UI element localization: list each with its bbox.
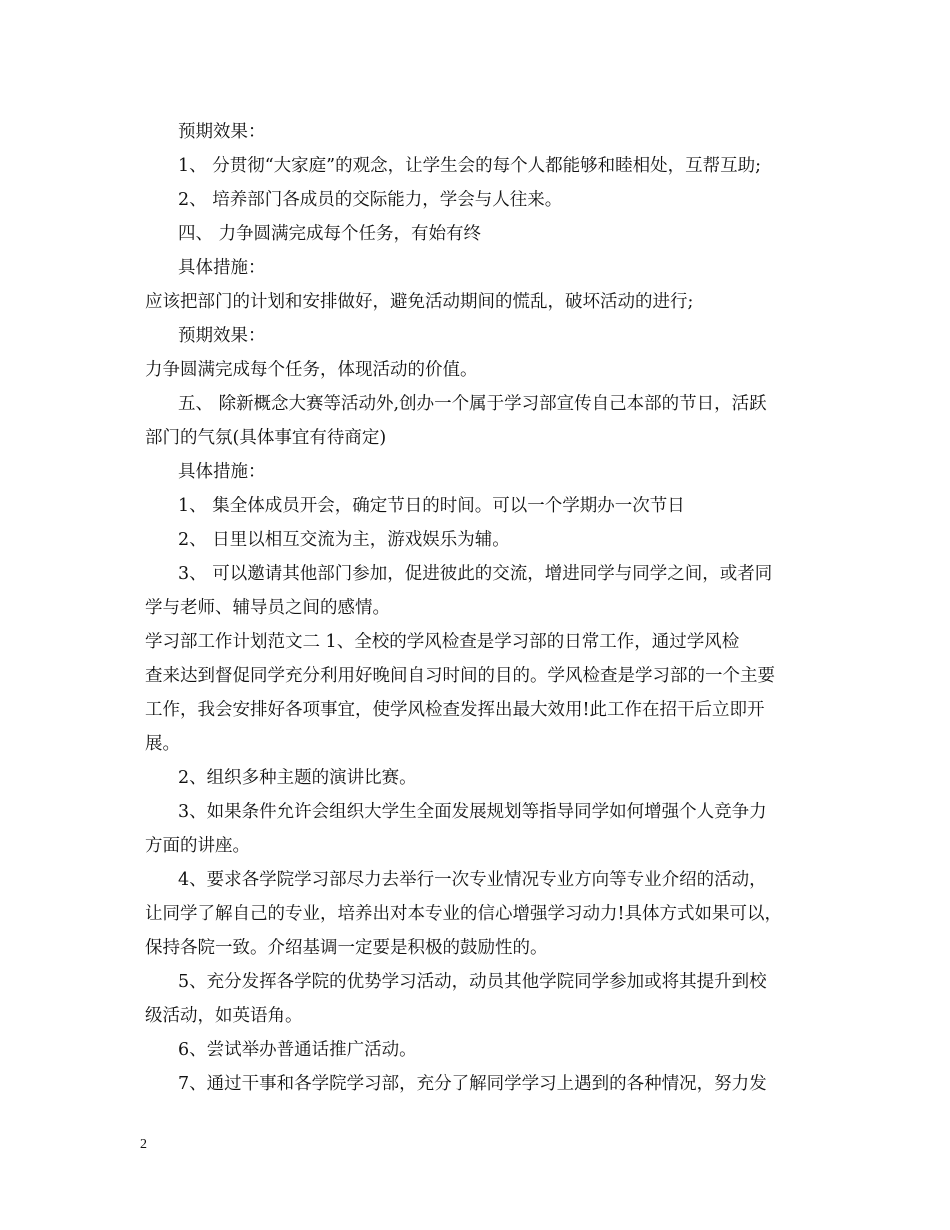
text-line: 四、 力争圆满完成每个任务，有始有终 (178, 224, 482, 244)
text-line: 1、 集全体成员开会，确定节日的时间。可以一个学期办一次节日 (178, 496, 685, 516)
text-line: 工作，我会安排好各项事宜，使学风检查发挥出最大效用!此工作在招干后立即开 (145, 700, 765, 720)
text-line: 具体措施： (178, 258, 266, 278)
text-line: 具体措施： (178, 462, 266, 482)
text-line: 3、 可以邀请其他部门参加，促进彼此的交流，增进同学与同学之间，或者同 (178, 564, 773, 584)
text-line: 2、 培养部门各成员的交际能力，学会与人往来。 (178, 190, 563, 210)
text-line: 2、 日里以相互交流为主，游戏娱乐为辅。 (178, 530, 510, 550)
text-line: 预期效果： (178, 122, 266, 142)
text-line: 查来达到督促同学充分利用好晚间自习时间的目的。学风检查是学习部的一个主要 (145, 666, 775, 686)
text-line: 预期效果： (178, 326, 266, 346)
text-line: 4、要求各学院学习部尽力去举行一次专业情况专业方向等专业介绍的活动， (178, 870, 767, 890)
text-line: 6、尝试举办普通话推广活动。 (178, 1040, 417, 1060)
text-line: 7、通过干事和各学院学习部，充分了解同学学习上遇到的各种情况，努力发 (178, 1074, 767, 1094)
text-line: 级活动，如英语角。 (145, 1006, 303, 1026)
document-body (145, 115, 825, 1101)
text-line: 让同学了解自己的专业，培养出对本专业的信心增强学习动力!具体方式如果可以， (145, 904, 783, 924)
text-line: 保持各院一致。介绍基调一定要是积极的鼓励性的。 (145, 938, 548, 958)
text-line: 学习部工作计划范文二 1、全校的学风检查是学习部的日常工作，通过学风检 (145, 632, 740, 652)
text-line: 应该把部门的计划和安排做好，避免活动期间的慌乱，破坏活动的进行; (145, 292, 694, 312)
text-line: 展。 (145, 734, 180, 754)
text-line: 学与老师、辅导员之间的感情。 (145, 598, 390, 618)
text-line: 2、组织多种主题的演讲比赛。 (178, 768, 417, 788)
text-line: 五、 除新概念大赛等活动外,创办一个属于学习部宣传自己本部的节日，活跃 (178, 394, 767, 414)
text-line: 部门的气氛(具体事宜有待商定) (145, 428, 387, 448)
page-number: 2 (140, 1137, 147, 1152)
text-line: 1、 分贯彻“大家庭”的观念，让学生会的每个人都能够和睦相处，互帮互助; (178, 156, 761, 176)
text-line: 方面的讲座。 (145, 836, 250, 856)
text-line: 力争圆满完成每个任务，体现活动的价值。 (145, 360, 478, 380)
text-line: 3、如果条件允许会组织大学生全面发展规划等指导同学如何增强个人竞争力 (178, 802, 767, 822)
text-line: 5、充分发挥各学院的优势学习活动，动员其他学院同学参加或将其提升到校 (178, 972, 767, 992)
